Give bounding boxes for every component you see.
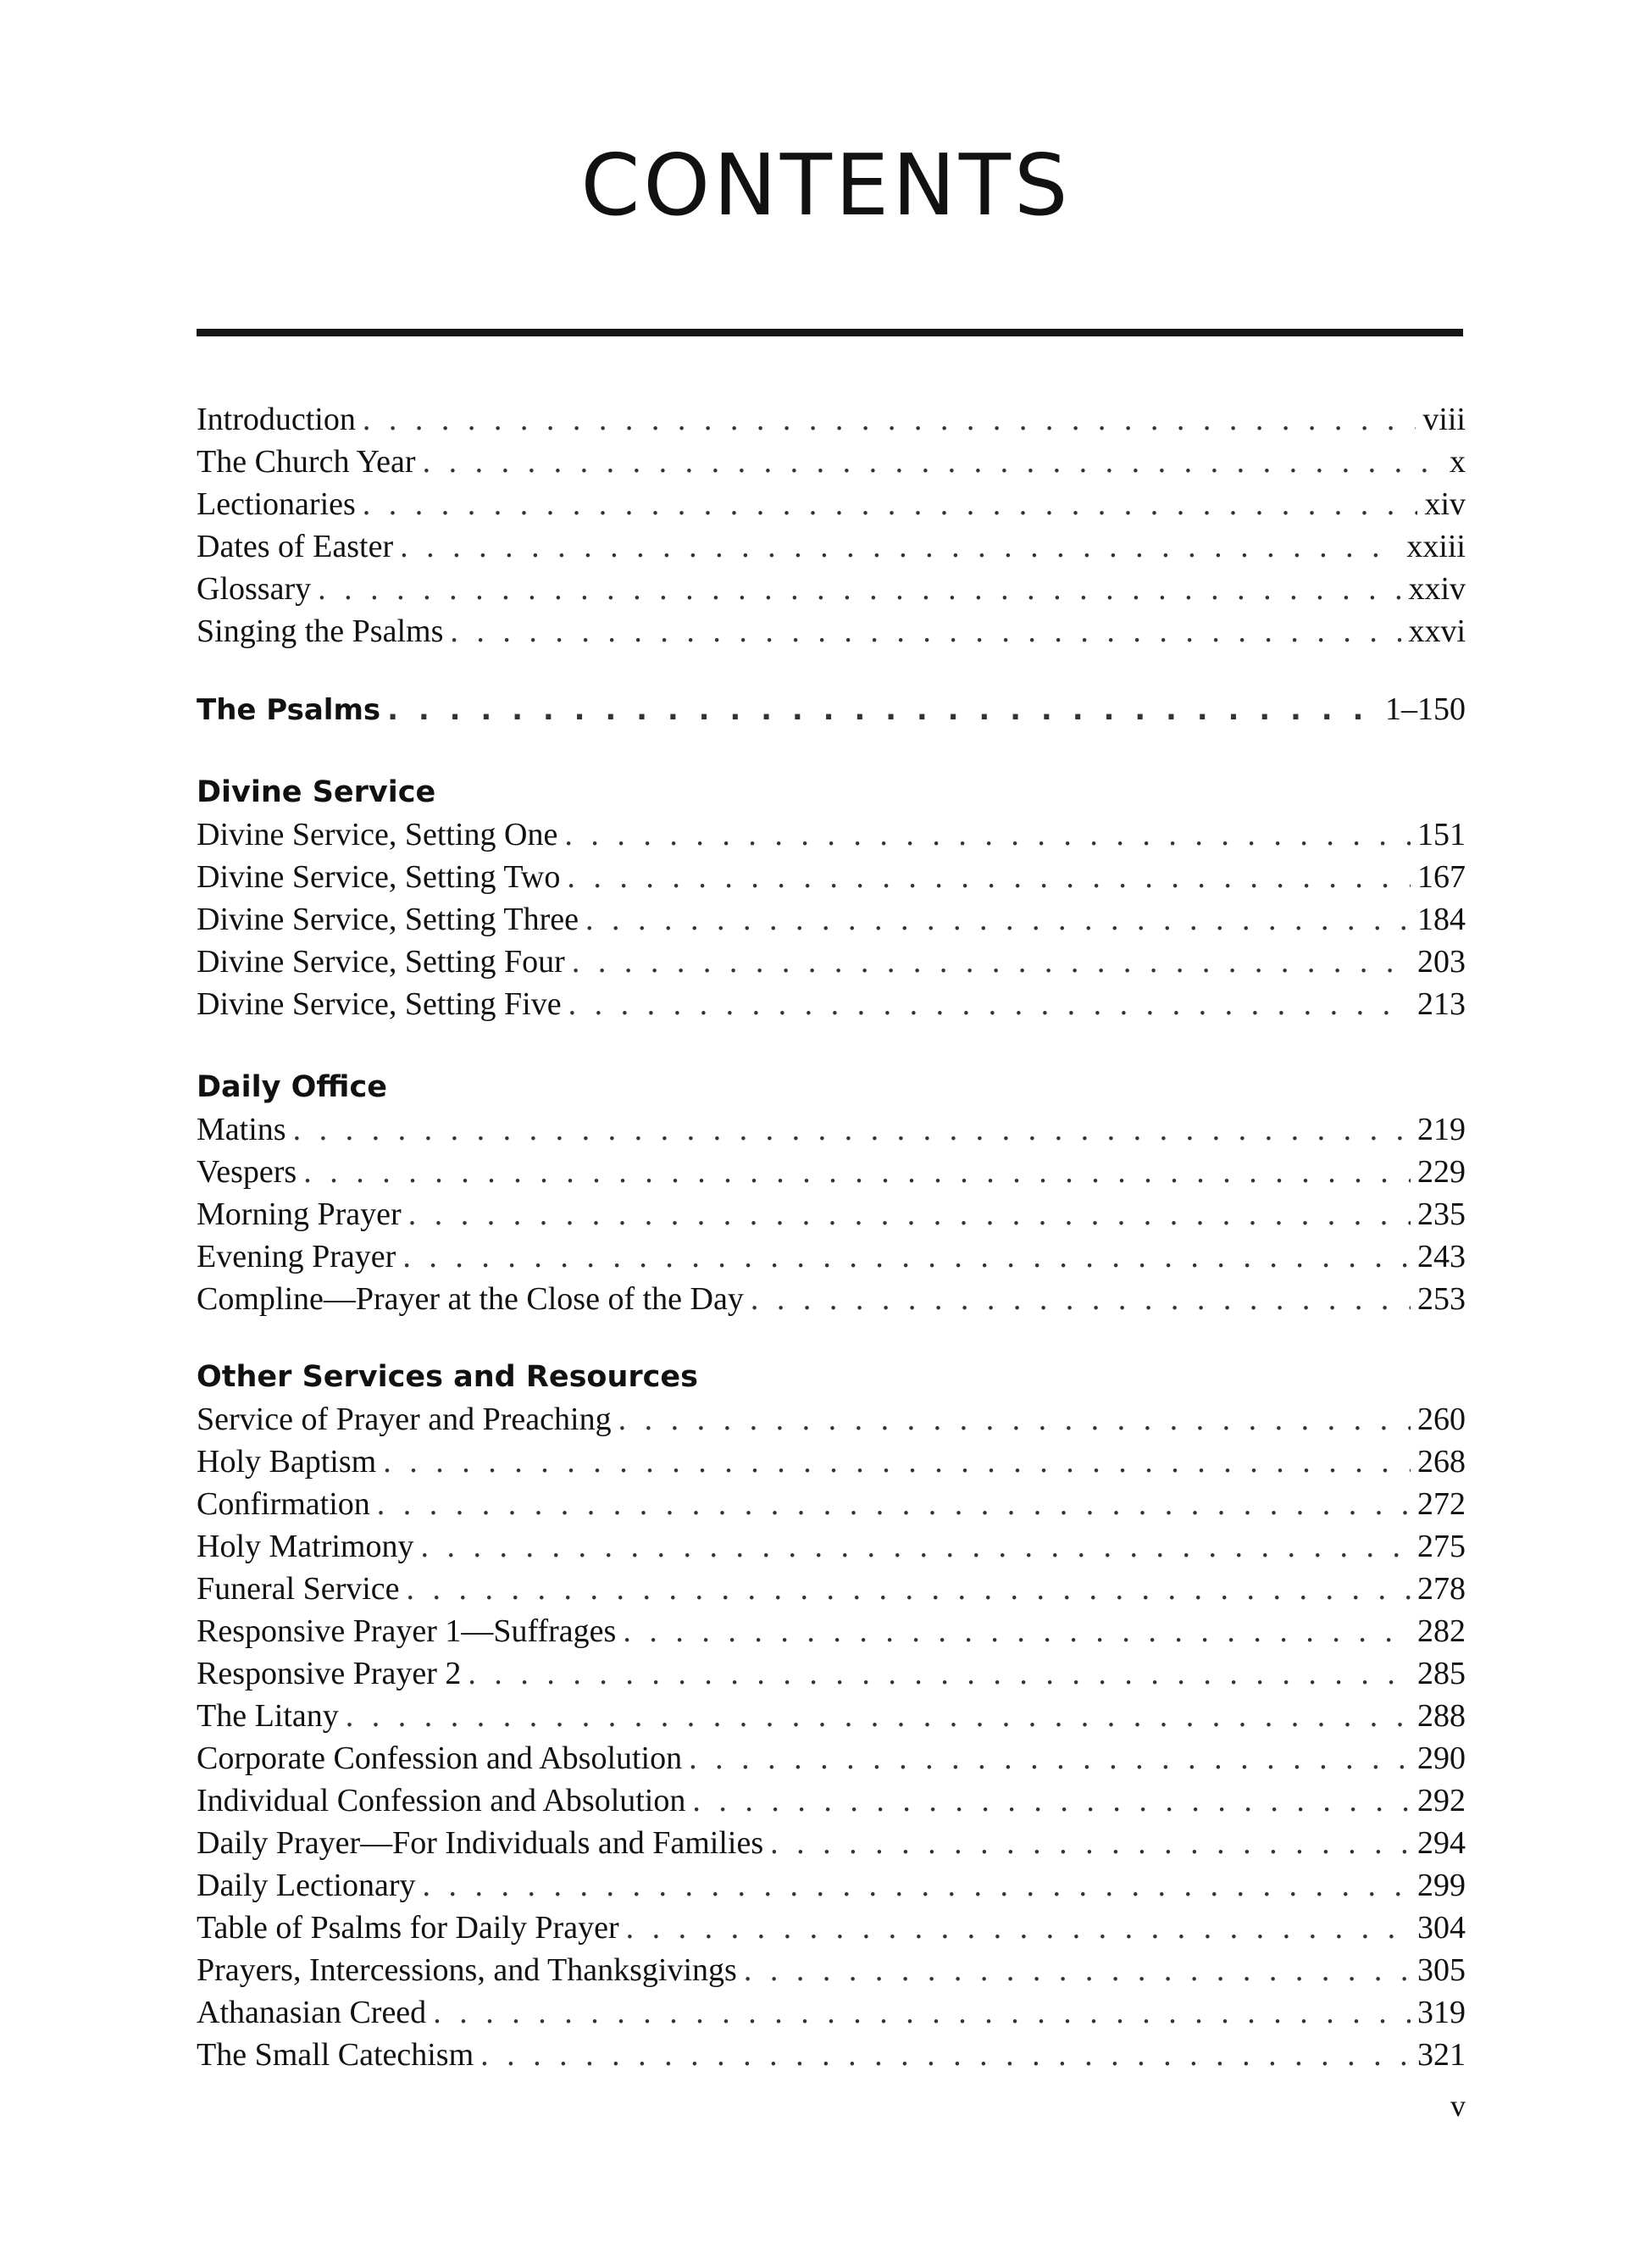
toc-entry-label: Corporate Confession and Absolution: [197, 1740, 683, 1776]
dot-leader: [567, 856, 1411, 898]
toc-entry-individual-confession[interactable]: [197, 1779, 1466, 1822]
toc-entry-page: 1–150: [1385, 691, 1466, 727]
section-heading-other-services: Other Services and Resources: [197, 1360, 698, 1394]
toc-entry-page: x: [1450, 444, 1466, 480]
toc-entry-label: Daily Lectionary: [197, 1868, 416, 1903]
toc-entry-page: 304: [1417, 1910, 1466, 1946]
toc-entry-table-of-psalms[interactable]: [197, 1907, 1466, 1949]
dot-leader: [744, 1949, 1411, 1991]
toc-entry-label: Divine Service, Setting Three: [197, 902, 579, 937]
toc-entry-the-psalms[interactable]: [197, 688, 1466, 730]
dot-leader: [618, 1398, 1411, 1441]
toc-entry-page: xxvi: [1408, 613, 1466, 649]
toc-entry-divine-service-four[interactable]: [197, 941, 1466, 983]
toc-entry-page: viii: [1422, 402, 1466, 437]
toc-entry-the-litany[interactable]: [197, 1695, 1466, 1737]
dot-leader: [420, 1525, 1411, 1568]
toc-entry-label: The Small Catechism: [197, 2037, 474, 2073]
toc-entry-page: xxiv: [1408, 571, 1466, 607]
toc-entry-label: Evening Prayer: [197, 1239, 396, 1274]
toc-entry-page: 282: [1417, 1613, 1466, 1649]
toc-entry-page: 292: [1417, 1783, 1466, 1818]
dot-leader: [751, 1278, 1411, 1320]
toc-entry-label: Singing the Psalms: [197, 613, 444, 649]
dot-leader: [408, 1193, 1411, 1235]
dot-leader: [377, 1483, 1411, 1525]
toc-entry-page: 319: [1417, 1995, 1466, 2030]
toc-entry-page: 272: [1417, 1486, 1466, 1522]
toc-entry-label: Divine Service, Setting Four: [197, 944, 565, 980]
toc-entry-divine-service-two[interactable]: [197, 856, 1466, 898]
dot-leader: [468, 1652, 1411, 1695]
dot-leader: [433, 1991, 1411, 2034]
toc-entry-label: Individual Confession and Absolution: [197, 1783, 686, 1818]
dot-leader: [770, 1822, 1411, 1864]
toc-entry-church-year[interactable]: [197, 441, 1466, 483]
toc-entry-vespers[interactable]: [197, 1151, 1466, 1193]
toc-entry-page: 213: [1417, 986, 1466, 1022]
section-heading-daily-office: Daily Office: [197, 1070, 387, 1104]
toc-entry-label: Holy Matrimony: [197, 1529, 414, 1564]
dot-leader: [568, 983, 1411, 1025]
toc-entry-daily-prayer[interactable]: [197, 1822, 1466, 1864]
toc-entry-evening-prayer[interactable]: [197, 1235, 1466, 1278]
toc-entry-page: xxiii: [1406, 529, 1466, 564]
toc-entry-label: Lectionaries: [197, 486, 356, 522]
toc-entry-page: 184: [1417, 902, 1466, 937]
page-number: v: [1450, 2089, 1466, 2123]
toc-entry-label: Introduction: [197, 402, 356, 437]
toc-entry-divine-service-one[interactable]: [197, 813, 1466, 856]
toc-entry-label: The Psalms: [197, 693, 381, 727]
toc-entry-label: Prayers, Intercessions, and Thanksgivings: [197, 1952, 737, 1988]
toc-entry-label: Holy Baptism: [197, 1444, 377, 1480]
toc-entry-athanasian-creed[interactable]: [197, 1991, 1466, 2034]
toc-entry-page: 275: [1417, 1529, 1466, 1564]
toc-entry-label: The Litany: [197, 1698, 339, 1734]
toc-entry-page: 290: [1417, 1740, 1466, 1776]
toc-entry-singing-the-psalms[interactable]: [197, 610, 1466, 652]
toc-entry-page: 321: [1417, 2037, 1466, 2073]
toc-entry-label: Dates of Easter: [197, 529, 394, 564]
dot-leader: [564, 813, 1411, 856]
toc-entry-page: 278: [1417, 1571, 1466, 1607]
toc-entry-label: The Church Year: [197, 444, 416, 480]
toc-entry-small-catechism[interactable]: [197, 2034, 1466, 2076]
toc-entry-page: 167: [1417, 859, 1466, 895]
toc-entry-lectionaries[interactable]: [197, 483, 1466, 525]
toc-entry-page: 260: [1417, 1402, 1466, 1437]
toc-entry-page: 294: [1417, 1825, 1466, 1861]
toc-entry-label: Funeral Service: [197, 1571, 400, 1607]
dot-leader: [303, 1151, 1411, 1193]
toc-entry-page: xiv: [1424, 486, 1466, 522]
toc-entry-label: Vespers: [197, 1154, 297, 1190]
toc-entry-divine-service-five[interactable]: [197, 983, 1466, 1025]
toc-entry-label: Matins: [197, 1112, 286, 1147]
toc-entry-page: 253: [1417, 1281, 1466, 1317]
toc-entry-matins[interactable]: [197, 1108, 1466, 1151]
toc-entry-label: Confirmation: [197, 1486, 370, 1522]
dot-leader: [585, 898, 1411, 941]
dot-leader: [480, 2034, 1411, 2076]
dot-leader: [318, 568, 1401, 610]
toc-entry-morning-prayer[interactable]: [197, 1193, 1466, 1235]
section-heading-divine-service: Divine Service: [197, 775, 436, 809]
dot-leader: [387, 689, 1378, 731]
toc-entry-responsive-prayer-1[interactable]: [197, 1610, 1466, 1652]
dot-leader: [402, 1235, 1411, 1278]
toc-entry-holy-matrimony[interactable]: [197, 1525, 1466, 1568]
dot-leader: [423, 1864, 1411, 1907]
dot-leader: [363, 398, 1416, 441]
toc-entry-page: 288: [1417, 1698, 1466, 1734]
dot-leader: [423, 441, 1443, 483]
toc-entry-page: 305: [1417, 1952, 1466, 1988]
toc-entry-label: Divine Service, Setting Five: [197, 986, 562, 1022]
toc-entry-page: 219: [1417, 1112, 1466, 1147]
toc-entry-prayer-and-preaching[interactable]: [197, 1398, 1466, 1441]
toc-entry-label: Responsive Prayer 2: [197, 1656, 462, 1691]
toc-entry-funeral-service[interactable]: [197, 1568, 1466, 1610]
toc-entry-prayers-intercessions[interactable]: [197, 1949, 1466, 1991]
toc-entry-daily-lectionary[interactable]: [197, 1864, 1466, 1907]
toc-entry-label: Service of Prayer and Preaching: [197, 1402, 612, 1437]
toc-entry-page: 235: [1417, 1196, 1466, 1232]
toc-entry-label: Glossary: [197, 571, 312, 607]
toc-entry-confirmation[interactable]: [197, 1483, 1466, 1525]
dot-leader: [626, 1907, 1411, 1949]
toc-entry-corporate-confession[interactable]: [197, 1737, 1466, 1779]
toc-entry-label: Athanasian Creed: [197, 1995, 427, 2030]
dot-leader: [572, 941, 1411, 983]
toc-entry-compline[interactable]: [197, 1278, 1466, 1320]
dot-leader: [363, 483, 1418, 525]
toc-entry-dates-of-easter[interactable]: [197, 525, 1466, 568]
toc-entry-page: 151: [1417, 817, 1466, 852]
page-title: CONTENTS: [580, 136, 1072, 235]
dot-leader: [689, 1737, 1411, 1779]
dot-leader: [400, 525, 1400, 568]
toc-entry-page: 203: [1417, 944, 1466, 980]
toc-entry-label: Compline—Prayer at the Close of the Day: [197, 1281, 744, 1317]
dot-leader: [692, 1779, 1411, 1822]
dot-leader: [346, 1695, 1411, 1737]
toc-entry-divine-service-three[interactable]: [197, 898, 1466, 941]
toc-entry-label: Table of Psalms for Daily Prayer: [197, 1910, 619, 1946]
toc-entry-label: Divine Service, Setting One: [197, 817, 558, 852]
dot-leader: [293, 1108, 1411, 1151]
toc-entry-page: 229: [1417, 1154, 1466, 1190]
toc-entry-label: Divine Service, Setting Two: [197, 859, 561, 895]
toc-entry-glossary[interactable]: [197, 568, 1466, 610]
toc-entry-label: Daily Prayer—For Individuals and Families: [197, 1825, 764, 1861]
toc-entry-label: Responsive Prayer 1—Suffrages: [197, 1613, 617, 1649]
dot-leader: [450, 610, 1401, 652]
toc-entry-holy-baptism[interactable]: [197, 1441, 1466, 1483]
toc-entry-introduction[interactable]: [197, 398, 1466, 441]
toc-entry-page: 243: [1417, 1239, 1466, 1274]
toc-entry-responsive-prayer-2[interactable]: [197, 1652, 1466, 1695]
toc-entry-page: 299: [1417, 1868, 1466, 1903]
title-rule: [197, 329, 1463, 336]
toc-entry-page: 268: [1417, 1444, 1466, 1480]
dot-leader: [623, 1610, 1411, 1652]
toc-entry-page: 285: [1417, 1656, 1466, 1691]
toc-entry-label: Morning Prayer: [197, 1196, 402, 1232]
dot-leader: [407, 1568, 1411, 1610]
dot-leader: [383, 1441, 1411, 1483]
